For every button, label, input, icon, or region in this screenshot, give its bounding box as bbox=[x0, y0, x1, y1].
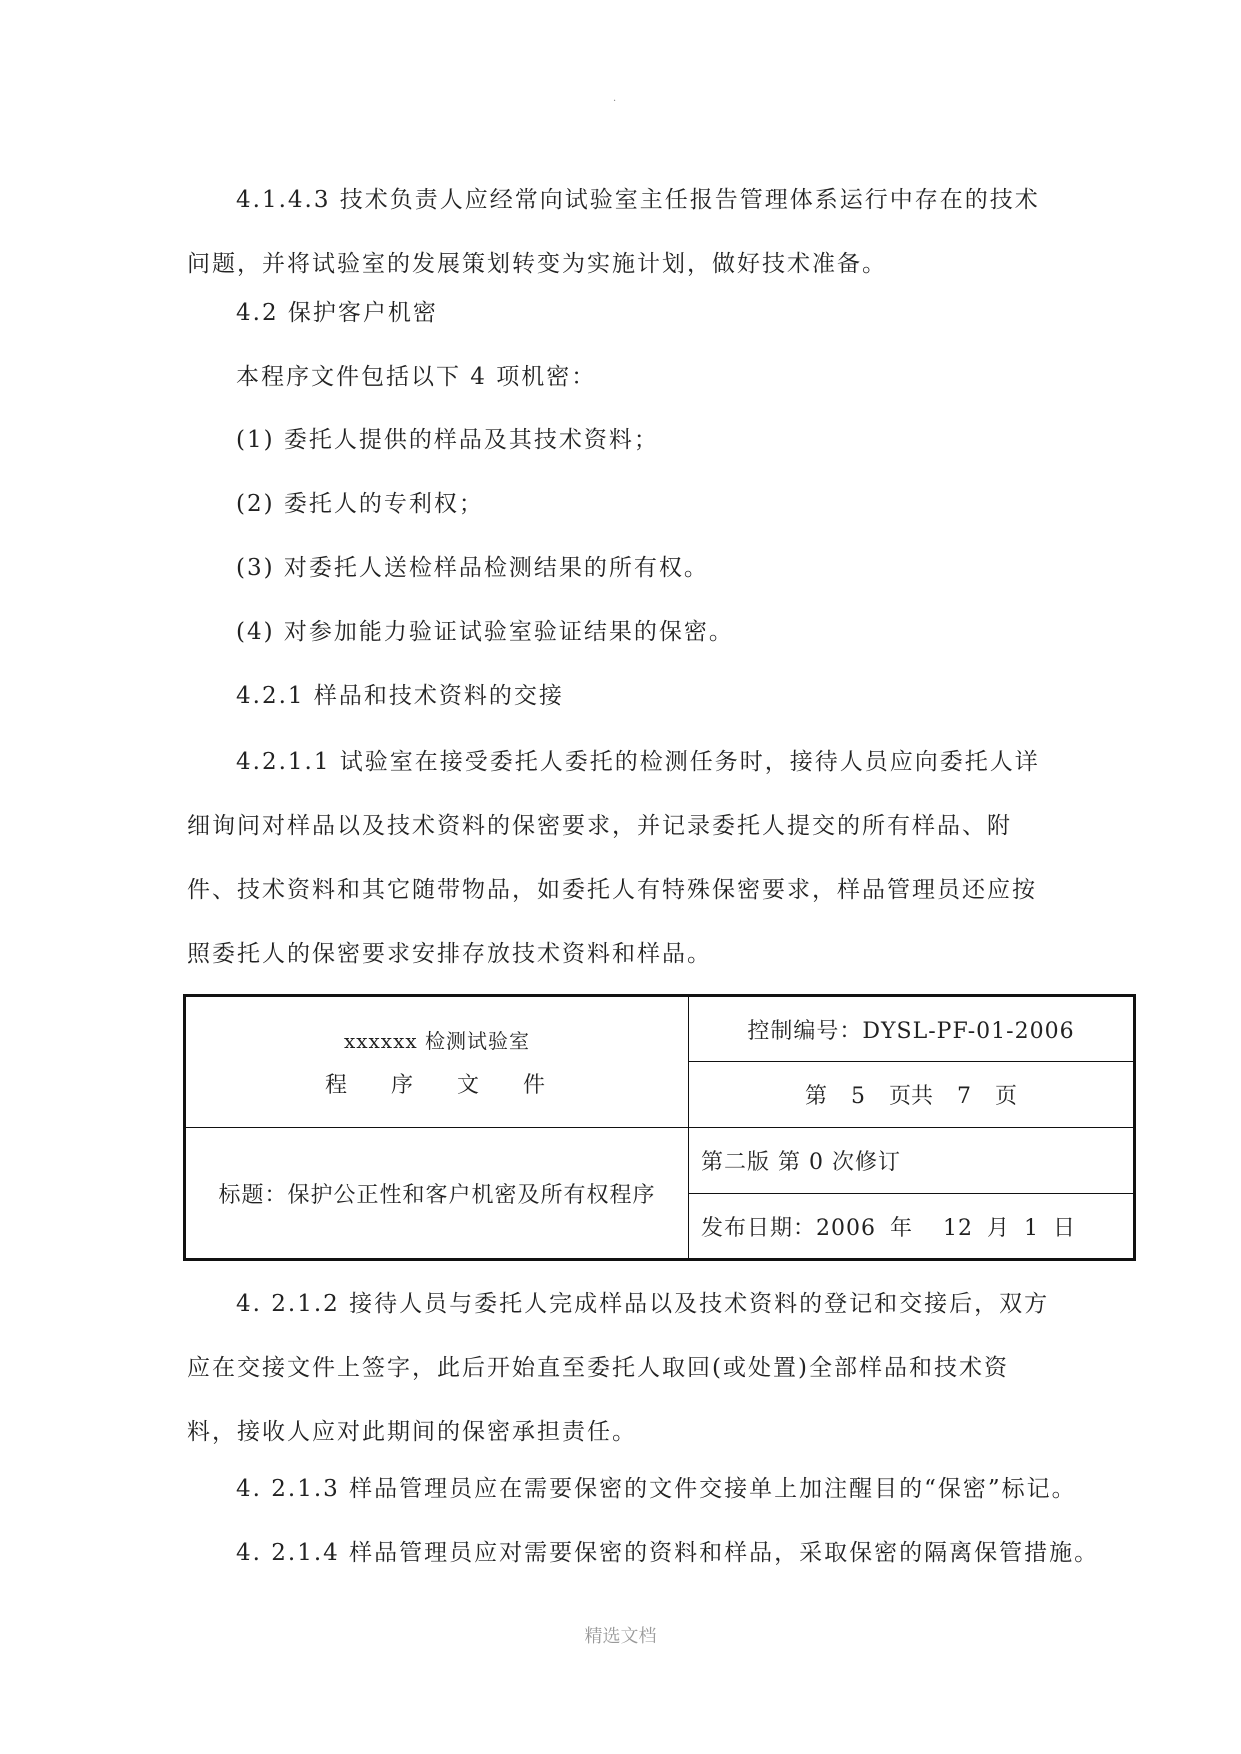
page-label-1: 第 bbox=[804, 1084, 827, 1109]
pub-day-unit: 日 bbox=[1053, 1215, 1077, 1241]
org-doc-cell bbox=[185, 996, 689, 1128]
page-current: 5 bbox=[850, 1084, 865, 1109]
doc-type: 程序文件 bbox=[324, 1073, 589, 1098]
section-heading-4-2-1: 4.2.1 样品和技术资料的交接 bbox=[236, 683, 564, 709]
revision-info: 第二版 第 0 次修订 bbox=[689, 1128, 1135, 1194]
list-item-1: (1) 委托人提供的样品及其技术资料； bbox=[236, 427, 659, 453]
pub-day: 1 bbox=[1024, 1215, 1040, 1241]
intro-text: 本程序文件包括以下 4 项机密： bbox=[236, 364, 597, 390]
control-number: 控制编号：DYSL-PF-01-2006 bbox=[689, 996, 1135, 1062]
paragraph-4-2-1-3: 4. 2.1.3 样品管理员应在需要保密的文件交接单上加注醒目的“保密”标记。 bbox=[236, 1476, 1077, 1502]
paragraph-4-1-4-3: 4.1.4.3 技术负责人应经常向试验室主任报告管理体系运行中存在的技术问题，并将试验室的发展策划转变为实施计划，做好技术准备。 bbox=[187, 187, 1040, 277]
pub-month-unit: 月 bbox=[987, 1215, 1011, 1241]
paragraph-4-2-1-1: 4.2.1.1 试验室在接受委托人委托的检测任务时，接待人员应向委托人详细询问对样品以及技术资料的保密要求，并记录委托人提交的所有样品、附件、技术资料和其它随带物品，如委托人有特殊保密要求，样品管理员还应按照委托人的保密要求安排存放技术资料和样品。 bbox=[187, 749, 1040, 967]
section-heading-4-2: 4.2 保护客户机密 bbox=[236, 300, 438, 326]
list-item-2: (2) 委托人的专利权； bbox=[236, 491, 484, 517]
footer-watermark: 精选文档 bbox=[584, 1626, 657, 1647]
org-name: xxxxxx 检测试验室 bbox=[343, 1029, 531, 1053]
page-label-2: 页共 bbox=[888, 1084, 933, 1109]
publish-date bbox=[689, 1194, 1135, 1260]
publish-label: 发布日期：2006 bbox=[701, 1215, 876, 1241]
page-indicator bbox=[689, 1062, 1135, 1128]
document-title: 标题：保护公正性和客户机密及所有权程序 bbox=[185, 1128, 689, 1260]
paragraph-4-2-1-2: 4. 2.1.2 接待人员与委托人完成样品以及技术资料的登记和交接后，双方应在交接文件上签字，此后开始直至委托人取回(或处置)全部样品和技术资料，接收人应对此期间的保密承担责任。 bbox=[187, 1291, 1050, 1445]
page-total: 7 bbox=[957, 1084, 971, 1109]
paragraph-4-2-1-4: 4. 2.1.4 样品管理员应对需要保密的资料和样品，采取保密的隔离保管措施。 bbox=[236, 1540, 1100, 1566]
pub-year-unit: 年 bbox=[890, 1215, 914, 1241]
header-mark: · bbox=[613, 96, 617, 107]
document-header-table bbox=[183, 994, 1136, 1261]
pub-month: 12 bbox=[943, 1215, 974, 1241]
list-item-4: (4) 对参加能力验证试验室验证结果的保密。 bbox=[236, 619, 734, 645]
list-item-3: (3) 对委托人送检样品检测结果的所有权。 bbox=[236, 555, 709, 581]
page-label-3: 页 bbox=[995, 1084, 1018, 1109]
